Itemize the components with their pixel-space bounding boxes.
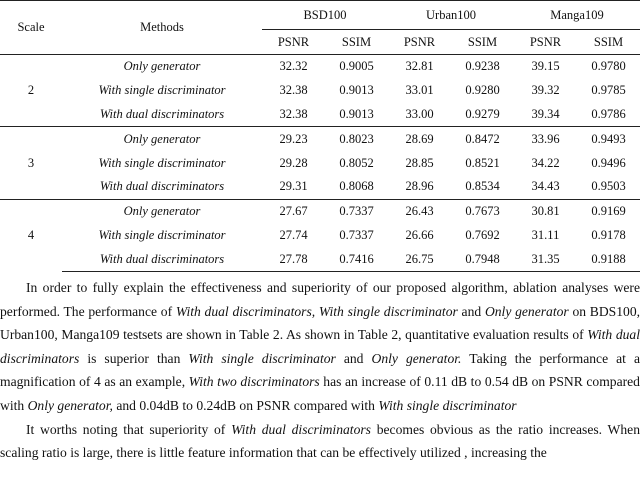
method-cell: Only generator [62, 127, 262, 151]
table-row [0, 55, 640, 79]
value-cell: 0.9169 [577, 199, 640, 223]
text-span: on BDS100, Urban100, Manga109 testsets are shown in Table 2. As shown in Table 2, quantitative evaluation results of [0, 303, 640, 343]
scale-cell: 2 [0, 55, 62, 127]
scale-header: Scale [0, 1, 62, 55]
value-cell: 0.9785 [591, 83, 626, 98]
method-name: Only generator. [371, 350, 462, 366]
value-cell: 0.9786 [591, 106, 626, 121]
method-cell: With dual discriminators [99, 179, 225, 194]
method-name: With dual discriminators [0, 327, 640, 366]
value-cell: 0.8534 [465, 179, 500, 194]
value-cell: 32.32 [262, 55, 325, 79]
body-text [0, 276, 640, 465]
metric-header: PSNR [403, 34, 436, 49]
value-cell: 0.7337 [339, 227, 374, 242]
value-cell: 0.9496 [591, 155, 626, 170]
table-row-best [0, 247, 640, 271]
value-cell: 0.8052 [339, 155, 374, 170]
value-cell: 0.8068 [339, 179, 374, 194]
text-span: In order to fully explain the effectiveness and superiority of our proposed algorithm, ablation analyses were performed. The performance of [0, 280, 640, 319]
value-cell: 0.9178 [591, 227, 626, 242]
value-cell: 0.9780 [577, 55, 640, 79]
value-cell: 0.7692 [465, 227, 500, 242]
value-cell: 26.43 [388, 199, 451, 223]
value-cell: 29.23 [262, 127, 325, 151]
dataset-header-bsd100: BSD100 [262, 1, 388, 30]
value-cell: 0.7948 [451, 247, 514, 271]
metric-header: PSNR [277, 34, 310, 49]
method-cell: Only generator [62, 55, 262, 79]
value-cell: 0.7673 [451, 199, 514, 223]
table-row [0, 151, 640, 175]
table-header-row-datasets [0, 1, 640, 30]
value-cell: 39.15 [514, 55, 577, 79]
method-name: With single discriminator [188, 350, 336, 366]
value-cell: 0.9279 [465, 106, 500, 121]
value-cell: 39.32 [531, 83, 560, 98]
table-row [0, 199, 640, 223]
scale-cell: 4 [0, 199, 62, 271]
method-cell: With single discriminator [98, 227, 226, 242]
table-row [0, 127, 640, 151]
dataset-header-urban100: Urban100 [388, 1, 514, 30]
value-cell: 32.38 [279, 106, 308, 121]
metric-header: SSIM [593, 34, 624, 49]
paragraph-ablation [0, 276, 640, 418]
text-span: and [461, 303, 482, 319]
method-name: Only generator, [27, 397, 113, 413]
table-row [0, 224, 640, 248]
value-cell: 34.43 [531, 179, 560, 194]
value-cell: 27.78 [262, 247, 325, 271]
metric-header: SSIM [341, 34, 372, 49]
methods-header: Methods [62, 1, 262, 55]
dataset-header-manga109: Manga109 [514, 1, 640, 30]
value-cell: 28.69 [388, 127, 451, 151]
value-cell: 31.11 [531, 227, 560, 242]
text-span: and 0.04dB to 0.24dB on PSNR compared with [116, 397, 375, 413]
table-row-best [0, 175, 640, 199]
value-cell: 28.85 [405, 155, 434, 170]
value-cell: 0.9493 [577, 127, 640, 151]
text-span: has an increase of 0.11 dB to 0.54 dB on PSNR compared with [0, 374, 640, 413]
value-cell: 0.9013 [339, 83, 374, 98]
value-cell: 26.66 [405, 227, 434, 242]
value-cell: 39.34 [531, 106, 560, 121]
value-cell: 26.75 [388, 247, 451, 271]
table-row-best [0, 103, 640, 127]
value-cell: 0.9280 [465, 83, 500, 98]
method-name: With single discriminator [318, 303, 458, 319]
method-name: With dual discriminators, [175, 303, 316, 319]
value-cell: 27.74 [279, 227, 308, 242]
method-cell: With dual discriminators [99, 106, 225, 121]
value-cell: 30.81 [514, 199, 577, 223]
value-cell: 29.31 [279, 179, 308, 194]
value-cell: 31.35 [514, 247, 577, 271]
method-cell: With dual discriminators [62, 247, 262, 271]
scale-cell: 3 [0, 127, 62, 199]
value-cell: 0.9005 [325, 55, 388, 79]
text-span: It worths noting that superiority of [26, 421, 226, 437]
value-cell: 29.28 [279, 155, 308, 170]
value-cell: 0.9503 [591, 179, 626, 194]
value-cell: 33.00 [405, 106, 434, 121]
value-cell: 34.22 [531, 155, 560, 170]
value-cell: 0.9238 [451, 55, 514, 79]
value-cell: 33.96 [514, 127, 577, 151]
method-name: With two discriminators [188, 374, 320, 390]
value-cell: 0.8472 [451, 127, 514, 151]
method-name: With dual discriminators [231, 421, 371, 437]
value-cell: 0.8521 [465, 155, 500, 170]
paragraph-ratio [0, 418, 640, 465]
method-name: With single discriminator [378, 397, 517, 413]
value-cell: 0.7337 [325, 199, 388, 223]
value-cell: 33.01 [405, 83, 434, 98]
value-cell: 0.8023 [325, 127, 388, 151]
value-cell: 27.67 [262, 199, 325, 223]
table-row [0, 79, 640, 103]
method-cell: With single discriminator [98, 155, 226, 170]
method-cell: With single discriminator [98, 83, 226, 98]
method-cell: Only generator [62, 199, 262, 223]
value-cell: 28.96 [405, 179, 434, 194]
method-name: Only generator [484, 303, 569, 319]
text-span: Taking the performance at a magnification of 4 as an example, [0, 350, 640, 390]
metric-header: SSIM [467, 34, 498, 49]
text-span: becomes obvious as the ratio increases. When scaling ratio is large, there is little feature information that can be effectively utilized , increasing the [0, 421, 640, 461]
text-span: and [343, 350, 364, 366]
value-cell: 32.38 [279, 83, 308, 98]
value-cell: 0.7416 [325, 247, 388, 271]
value-cell: 32.81 [388, 55, 451, 79]
text-span: is superior than [87, 350, 181, 366]
value-cell: 0.9013 [339, 106, 374, 121]
value-cell: 0.9188 [577, 247, 640, 271]
metric-header: PSNR [529, 34, 562, 49]
